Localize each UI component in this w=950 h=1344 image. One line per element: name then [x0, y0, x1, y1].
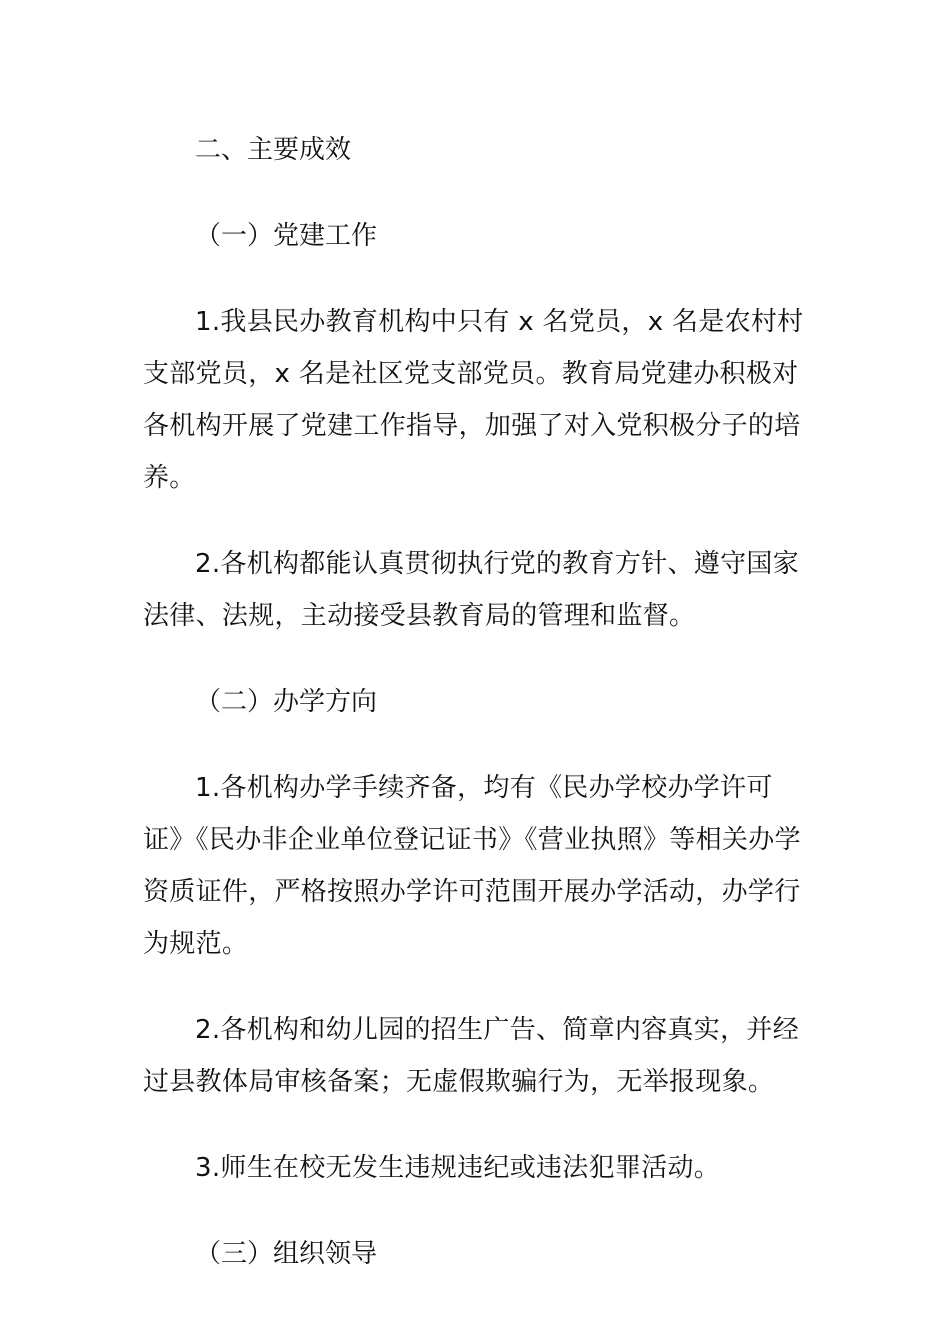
section-title: 二、主要成效: [195, 135, 352, 165]
subsection-title-school-direction: （二）办学方向: [195, 687, 378, 717]
subsection-title-party-building: （一）党建工作: [195, 221, 378, 251]
paragraph-no-violations: 3.师生在校无发生违规违纪或违法犯罪活动。: [195, 1153, 721, 1183]
paragraph-enrollment-ads: 2.各机构和幼儿园的招生广告、简章内容真实，并经过县教体局审核备案；无虚假欺骗行为，无举报现象。: [143, 1015, 800, 1097]
paragraph-education-policy: 2.各机构都能认真贯彻执行党的教育方针、遵守国家法律、法规，主动接受县教育局的管理和监督。: [143, 549, 800, 631]
subsection-title-organization: （三）组织领导: [195, 1239, 378, 1269]
paragraph-party-members: 1.我县民办教育机构中只有 x 名党员，x 名是农村村支部党员，x 名是社区党支部党员。教育局党建办积极对各机构开展了党建工作指导，加强了对入党积极分子的培养。: [143, 307, 804, 493]
paragraph-licenses: 1.各机构办学手续齐备，均有《民办学校办学许可证》《民办非企业单位登记证书》《营业执照》等相关办学资质证件，严格按照办学许可范围开展办学活动，办学行为规范。: [143, 773, 801, 959]
